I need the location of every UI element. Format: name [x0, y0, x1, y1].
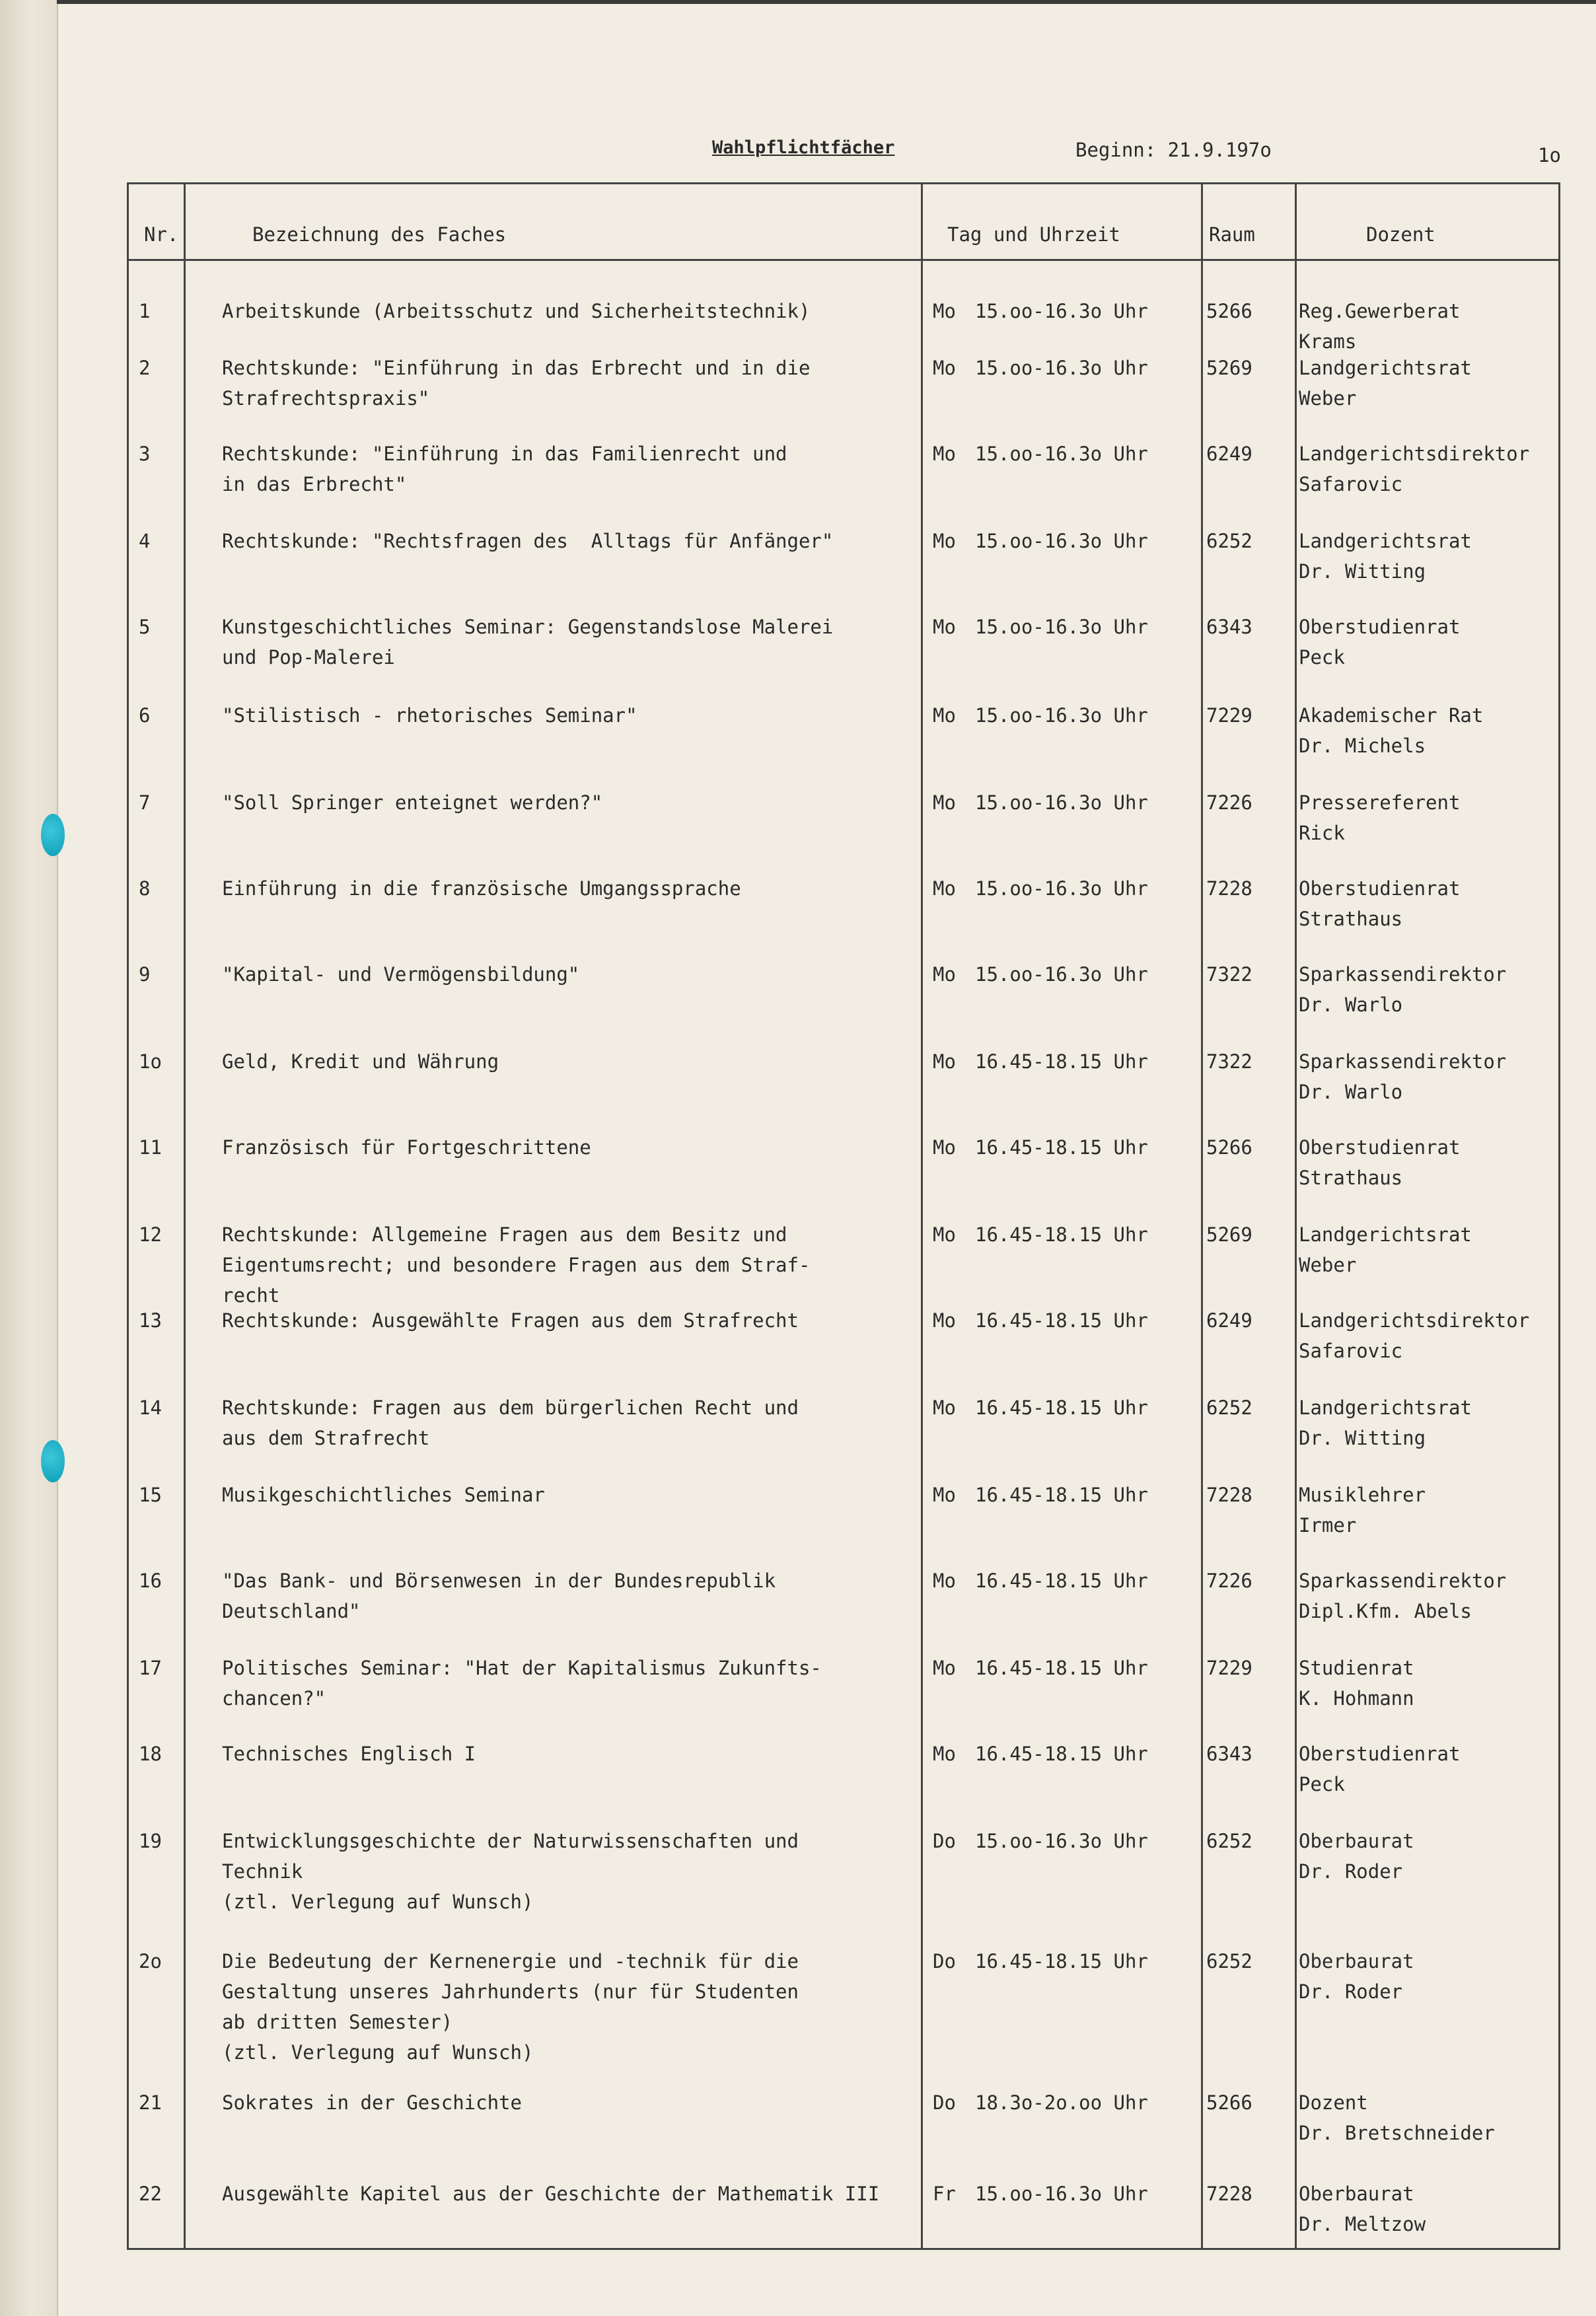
row-time: 16.45-18.15 Uhr [975, 1950, 1148, 1972]
row-teacher: Landgerichtsdirektor Safarovic [1299, 1309, 1530, 1362]
row-time: 15.oo-16.3o Uhr [975, 443, 1148, 465]
row-subject: Rechtskunde: "Einführung in das Erbrecht und in die Strafrechtspraxis" [222, 357, 811, 410]
row-time: 15.oo-16.3o Uhr [975, 1830, 1148, 1852]
row-time: 16.45-18.15 Uhr [975, 1223, 1148, 1246]
row-subject: Französisch für Fortgeschrittene [222, 1136, 591, 1159]
row-room: 6343 [1206, 1743, 1252, 1765]
row-number: 14 [139, 1396, 162, 1419]
page-number: 1o [1538, 144, 1561, 166]
row-number: 4 [139, 530, 151, 552]
row-room: 6249 [1206, 443, 1252, 465]
row-time: 16.45-18.15 Uhr [975, 1657, 1148, 1679]
row-day: Mo [933, 1657, 956, 1679]
row-room: 7226 [1206, 791, 1252, 814]
row-teacher: Studienrat K. Hohmann [1299, 1657, 1414, 1710]
row-time: 15.oo-16.3o Uhr [975, 530, 1148, 552]
row-teacher: Landgerichtsdirektor Safarovic [1299, 443, 1530, 495]
row-room: 5266 [1206, 1136, 1252, 1159]
row-subject: Musikgeschichtliches Seminar [222, 1484, 545, 1506]
row-day: Mo [933, 530, 956, 552]
row-room: 6343 [1206, 616, 1252, 638]
row-day: Mo [933, 1309, 956, 1332]
row-day: Mo [933, 704, 956, 727]
row-number: 2 [139, 357, 151, 379]
row-room: 7229 [1206, 704, 1252, 727]
row-day: Mo [933, 963, 956, 986]
row-teacher: Landgerichtsrat Dr. Witting [1299, 1396, 1472, 1449]
row-number: 1o [139, 1050, 162, 1073]
row-teacher: Akademischer Rat Dr. Michels [1299, 704, 1484, 757]
row-number: 11 [139, 1136, 162, 1159]
column-header-teacher: Dozent [1366, 223, 1435, 246]
column-divider [921, 182, 923, 2250]
row-time: 15.oo-16.3o Uhr [975, 704, 1148, 727]
row-day: Do [933, 1950, 956, 1972]
row-room: 5266 [1206, 2091, 1252, 2114]
row-number: 18 [139, 1743, 162, 1765]
row-subject: Rechtskunde: Fragen aus dem bürgerlichen Recht und aus dem Strafrecht [222, 1396, 799, 1449]
row-time: 16.45-18.15 Uhr [975, 1570, 1148, 1592]
column-divider [1201, 182, 1203, 2250]
row-teacher: Musiklehrer Irmer [1299, 1484, 1426, 1537]
row-room: 7322 [1206, 963, 1252, 986]
row-subject: Sokrates in der Geschichte [222, 2091, 522, 2114]
row-teacher: Oberbaurat Dr. Meltzow [1299, 2183, 1426, 2235]
row-room: 7229 [1206, 1657, 1252, 1679]
row-time: 15.oo-16.3o Uhr [975, 877, 1148, 900]
row-teacher: Oberstudienrat Strathaus [1299, 877, 1461, 930]
row-time: 15.oo-16.3o Uhr [975, 357, 1148, 379]
row-number: 15 [139, 1484, 162, 1506]
row-room: 5269 [1206, 357, 1252, 379]
row-day: Mo [933, 791, 956, 814]
row-number: 22 [139, 2183, 162, 2205]
row-room: 6252 [1206, 1950, 1252, 1972]
row-day: Mo [933, 616, 956, 638]
row-time: 15.oo-16.3o Uhr [975, 616, 1148, 638]
row-time: 16.45-18.15 Uhr [975, 1309, 1148, 1332]
row-subject: Einführung in die französische Umgangssprache [222, 877, 741, 900]
row-day: Mo [933, 1050, 956, 1073]
row-subject: Die Bedeutung der Kernenergie und -technik für die Gestaltung unseres Jahrhunderts (nur für Studenten ab dritten Semester) (ztl. Verlegung auf Wunsch) [222, 1950, 799, 2064]
row-room: 7228 [1206, 2183, 1252, 2205]
row-teacher: Pressereferent Rick [1299, 791, 1461, 844]
row-room: 5269 [1206, 1223, 1252, 1246]
row-number: 5 [139, 616, 151, 638]
row-subject: Geld, Kredit und Währung [222, 1050, 499, 1073]
row-number: 19 [139, 1830, 162, 1852]
row-room: 7322 [1206, 1050, 1252, 1073]
row-number: 1 [139, 300, 151, 322]
row-teacher: Oberstudienrat Strathaus [1299, 1136, 1461, 1189]
row-subject: Rechtskunde: "Rechtsfragen des Alltags für Anfänger" [222, 530, 834, 552]
row-subject: "Kapital- und Vermögensbildung" [222, 963, 580, 986]
row-room: 6252 [1206, 530, 1252, 552]
row-teacher: Sparkassendirektor Dipl.Kfm. Abels [1299, 1570, 1507, 1622]
row-day: Do [933, 1830, 956, 1852]
row-time: 15.oo-16.3o Uhr [975, 2183, 1148, 2205]
row-number: 6 [139, 704, 151, 727]
row-subject: Entwicklungsgeschichte der Naturwissenschaften und Technik (ztl. Verlegung auf Wunsch) [222, 1830, 799, 1913]
row-subject: "Soll Springer enteignet werden?" [222, 791, 603, 814]
row-teacher: Oberstudienrat Peck [1299, 1743, 1461, 1795]
row-room: 6252 [1206, 1830, 1252, 1852]
punch-hole [41, 814, 65, 856]
row-day: Mo [933, 443, 956, 465]
row-number: 9 [139, 963, 151, 986]
row-room: 7226 [1206, 1570, 1252, 1592]
row-number: 3 [139, 443, 151, 465]
row-day: Do [933, 2091, 956, 2114]
row-subject: Kunstgeschichtliches Seminar: Gegenstandslose Malerei und Pop-Malerei [222, 616, 834, 669]
row-day: Mo [933, 300, 956, 322]
row-day: Fr [933, 2183, 956, 2205]
begin-date: Beginn: 21.9.197o [1075, 139, 1272, 161]
column-divider [184, 182, 186, 2250]
column-header-time: Tag und Uhrzeit [947, 223, 1120, 246]
row-teacher: Landgerichtsrat Dr. Witting [1299, 530, 1472, 583]
punch-hole [41, 1440, 65, 1482]
row-teacher: Dozent Dr. Bretschneider [1299, 2091, 1495, 2144]
row-day: Mo [933, 1570, 956, 1592]
page-top-edge [57, 0, 1596, 4]
row-time: 16.45-18.15 Uhr [975, 1484, 1148, 1506]
row-teacher: Landgerichtsrat Weber [1299, 1223, 1472, 1276]
row-day: Mo [933, 877, 956, 900]
row-teacher: Oberstudienrat Peck [1299, 616, 1461, 669]
row-number: 12 [139, 1223, 162, 1246]
row-time: 16.45-18.15 Uhr [975, 1050, 1148, 1073]
row-day: Mo [933, 1743, 956, 1765]
row-day: Mo [933, 1223, 956, 1246]
row-subject: Rechtskunde: "Einführung in das Familienrecht und in das Erbrecht" [222, 443, 787, 495]
row-subject: "Stilistisch - rhetorisches Seminar" [222, 704, 637, 727]
row-teacher: Sparkassendirektor Dr. Warlo [1299, 963, 1507, 1016]
column-header-room: Raum [1209, 223, 1255, 246]
row-teacher: Oberbaurat Dr. Roder [1299, 1950, 1414, 2003]
row-subject: "Das Bank- und Börsenwesen in der Bundesrepublik Deutschland" [222, 1570, 776, 1622]
row-day: Mo [933, 1136, 956, 1159]
column-divider [1295, 182, 1297, 2250]
row-day: Mo [933, 357, 956, 379]
row-subject: Rechtskunde: Ausgewählte Fragen aus dem Strafrecht [222, 1309, 799, 1332]
row-time: 18.3o-2o.oo Uhr [975, 2091, 1148, 2114]
row-day: Mo [933, 1396, 956, 1419]
row-number: 17 [139, 1657, 162, 1679]
row-room: 6252 [1206, 1396, 1252, 1419]
row-room: 7228 [1206, 1484, 1252, 1506]
row-time: 15.oo-16.3o Uhr [975, 791, 1148, 814]
row-time: 15.oo-16.3o Uhr [975, 963, 1148, 986]
row-subject: Technisches Englisch I [222, 1743, 476, 1765]
row-teacher: Sparkassendirektor Dr. Warlo [1299, 1050, 1507, 1103]
row-teacher: Reg.Gewerberat Krams [1299, 300, 1461, 353]
row-day: Mo [933, 1484, 956, 1506]
header-divider [127, 259, 1560, 261]
row-subject: Ausgewählte Kapitel aus der Geschichte der Mathematik III [222, 2183, 880, 2205]
row-number: 16 [139, 1570, 162, 1592]
row-subject: Politisches Seminar: "Hat der Kapitalismus Zukunfts- chancen?" [222, 1657, 822, 1710]
row-teacher: Oberbaurat Dr. Roder [1299, 1830, 1414, 1883]
row-subject: Arbeitskunde (Arbeitsschutz und Sicherheitstechnik) [222, 300, 811, 322]
row-time: 16.45-18.15 Uhr [975, 1396, 1148, 1419]
row-time: 16.45-18.15 Uhr [975, 1743, 1148, 1765]
column-header-subject: Bezeichnung des Faches [252, 223, 507, 246]
column-header-nr: Nr. [144, 223, 179, 246]
row-number: 7 [139, 791, 151, 814]
row-subject: Rechtskunde: Allgemeine Fragen aus dem Besitz und Eigentumsrecht; und besondere Fragen aus dem Straf- recht [222, 1223, 811, 1307]
row-number: 2o [139, 1950, 162, 1972]
row-time: 16.45-18.15 Uhr [975, 1136, 1148, 1159]
row-number: 13 [139, 1309, 162, 1332]
row-teacher: Landgerichtsrat Weber [1299, 357, 1472, 410]
row-room: 7228 [1206, 877, 1252, 900]
binder-edge [0, 0, 58, 2316]
row-room: 6249 [1206, 1309, 1252, 1332]
row-number: 8 [139, 877, 151, 900]
row-time: 15.oo-16.3o Uhr [975, 300, 1148, 322]
page-title: Wahlpflichtfächer [712, 137, 895, 158]
row-room: 5266 [1206, 300, 1252, 322]
row-number: 21 [139, 2091, 162, 2114]
